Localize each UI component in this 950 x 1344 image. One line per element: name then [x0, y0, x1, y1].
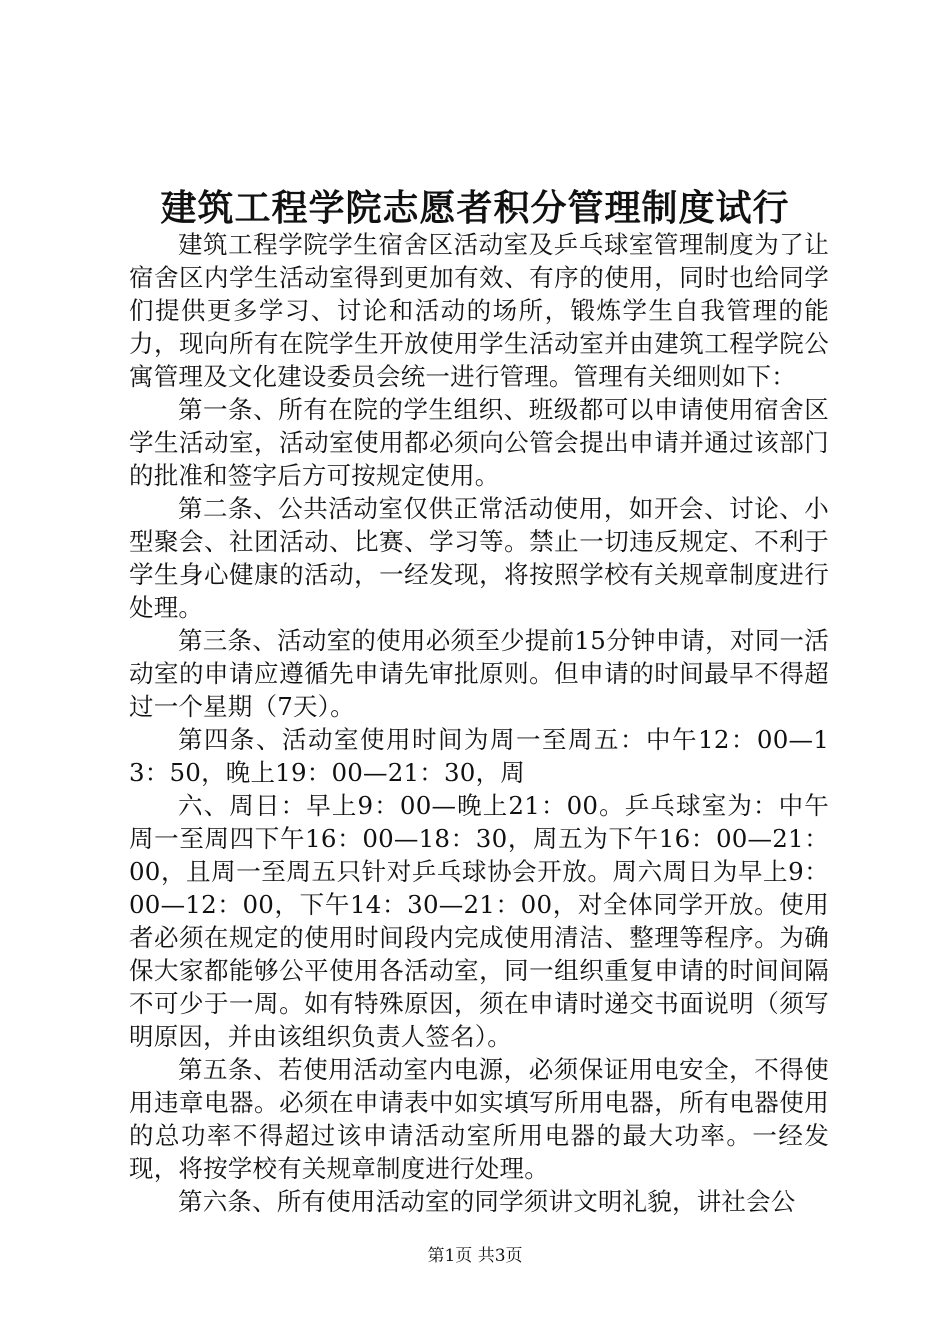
paragraph-intro: 建筑工程学院学生宿舍区活动室及乒乓球室管理制度为了让宿舍区内学生活动室得到更加有效、有序的使用，同时也给同学们提供更多学习、讨论和活动的场所，锻炼学生自我管理的能力，现向所有在院学生开放使用学生活动室并由建筑工程学院公寓管理及文化建设委员会统一进行管理。管理有关细则如下：: [129, 230, 829, 391]
paragraph-article-3: 第三条、活动室的使用必须至少提前15分钟申请，对同一活动室的申请应遵循先申请先审批原则。但申请的时间最早不得超过一个星期（7天）。: [129, 626, 829, 721]
paragraph-article-4: 第四条、活动室使用时间为周一至周五：中午12：00—13：50，晚上19：00—21：30，周: [129, 725, 829, 787]
paragraph-article-4-continued: 六、周日：早上9：00—晚上21：00。乒乓球室为：中午周一至周四下午16：00—18：30，周五为下午16：00—21：00，且周一至周五只针对乒乓球协会开放。周六周日为早上9：00—12：00，下午14：30—21：00，对全体同学开放。使用者必须在规定的使用时间段内完成使用清洁、整理等程序。为确保大家都能够公平使用各活动室，同一组织重复申请的时间间隔不可少于一周。如有特殊原因，须在申请时递交书面说明（须写明原因，并由该组织负责人签名）。: [129, 791, 829, 1051]
paragraph-article-2: 第二条、公共活动室仅供正常活动使用，如开会、讨论、小型聚会、社团活动、比赛、学习等。禁止一切违反规定、不利于学生身心健康的活动，一经发现，将按照学校有关规章制度进行处理。: [129, 494, 829, 622]
page-footer: 第1页 共3页: [427, 1246, 523, 1266]
paragraph-article-1: 第一条、所有在院的学生组织、班级都可以申请使用宿舍区学生活动室，活动室使用都必须向公管会提出申请并通过该部门的批准和签字后方可按规定使用。: [129, 395, 829, 490]
paragraph-article-5: 第五条、若使用活动室内电源，必须保证用电安全，不得使用违章电器。必须在申请表中如实填写所用电器，所有电器使用的总功率不得超过该申请活动室所用电器的最大功率。一经发现，将按学校有关规章制度进行处理。: [129, 1055, 829, 1183]
document-body: [129, 228, 829, 1218]
document-title: 建筑工程学院志愿者积分管理制度试行: [160, 187, 790, 229]
paragraph-article-6: 第六条、所有使用活动室的同学须讲文明礼貌，讲社会公: [178, 1187, 796, 1216]
